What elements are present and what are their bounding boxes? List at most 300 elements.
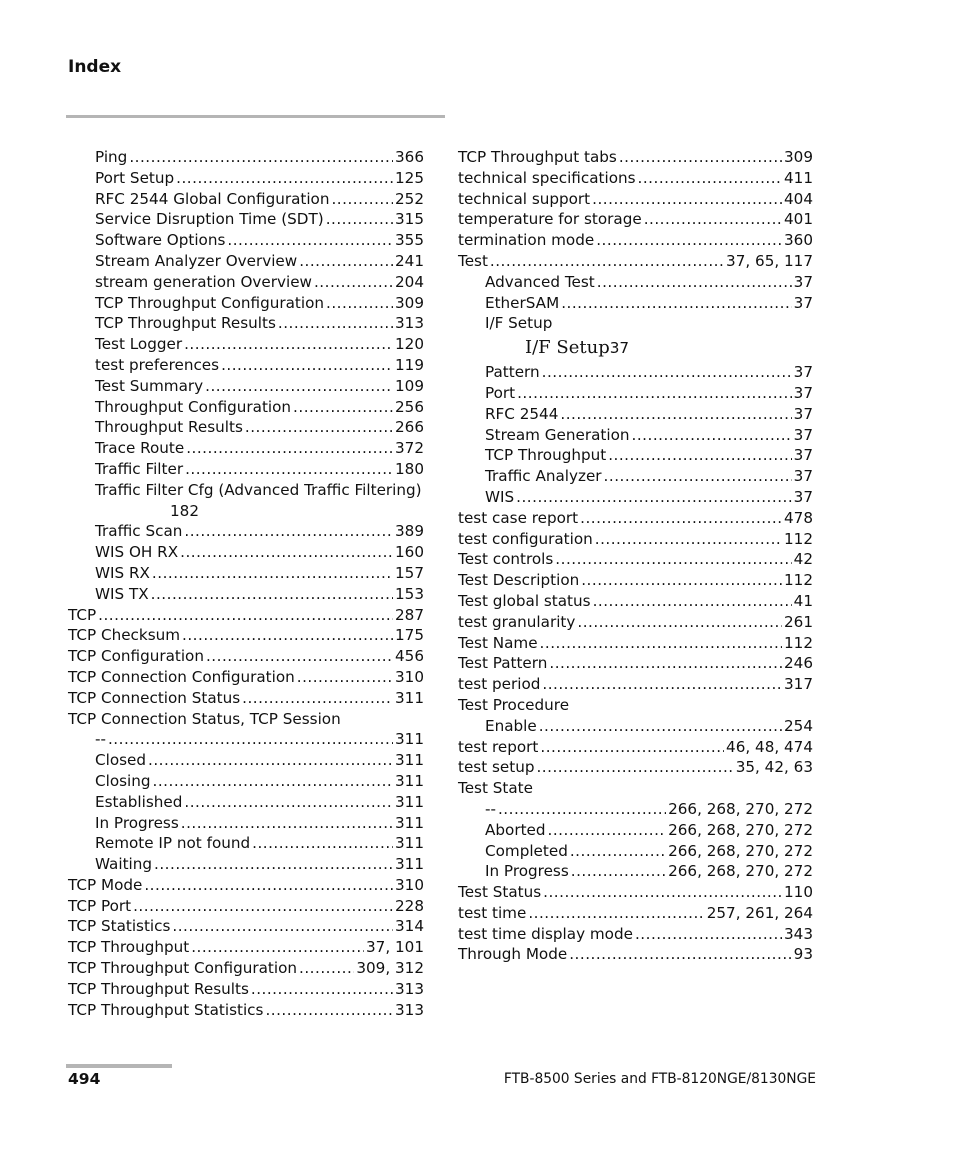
dot-leader (490, 251, 724, 272)
index-pages: 314 (395, 917, 424, 936)
index-entry (68, 896, 424, 917)
index-term: Test Status (458, 883, 542, 902)
dot-leader (596, 230, 782, 251)
index-entry (458, 591, 813, 612)
dot-leader (543, 882, 782, 903)
dot-leader (182, 625, 393, 646)
index-pages: 119 (395, 355, 424, 374)
index-subentry (68, 833, 424, 854)
index-pages: 313 (395, 314, 424, 333)
index-term: WIS (485, 487, 515, 506)
index-term: Port (485, 383, 516, 402)
index-pages: 37 (793, 467, 813, 486)
index-pages: 175 (395, 626, 424, 645)
dot-leader (265, 1000, 393, 1021)
index-pages: 37 (793, 487, 813, 506)
page-title: Index (68, 57, 122, 77)
index-term: Service Disruption Time (SDT) (95, 210, 324, 229)
index-pages: 343 (784, 924, 813, 943)
dot-leader (299, 251, 393, 272)
index-pages: 37, 65, 117 (726, 251, 813, 270)
index-term: test setup (458, 758, 535, 777)
index-entry (458, 147, 813, 168)
index-term: test report (458, 737, 539, 756)
index-pages: 311 (395, 813, 424, 832)
index-pages: 125 (395, 168, 424, 187)
dot-leader (561, 293, 791, 314)
index-term: Test State (458, 779, 533, 798)
index-pages: 311 (395, 688, 424, 707)
index-subentry (458, 841, 813, 862)
index-term: Traffic Filter (95, 459, 184, 478)
dot-leader (242, 688, 393, 709)
index-entry (458, 168, 813, 189)
index-pages: 120 (395, 335, 424, 354)
dot-leader (632, 425, 792, 446)
dot-leader (580, 508, 782, 529)
index-pages: 310 (395, 667, 424, 686)
index-term: WIS TX (95, 584, 149, 603)
index-pages: 37 (793, 446, 813, 465)
index-pages: 401 (784, 210, 813, 229)
index-subentry (68, 397, 424, 418)
index-subentry (68, 168, 424, 189)
index-entry (458, 209, 813, 230)
dot-leader (331, 189, 393, 210)
dot-leader (516, 487, 792, 508)
index-pages: 37 (609, 339, 630, 358)
index-entry (458, 334, 813, 362)
index-entry (68, 605, 424, 626)
dot-leader (245, 417, 393, 438)
index-pages: 37 (793, 363, 813, 382)
dot-leader (133, 896, 393, 917)
index-subentry (458, 861, 813, 882)
index-term: TCP (68, 605, 97, 624)
index-term: RFC 2544 Global Configuration (95, 189, 330, 208)
index-term: test granularity (458, 612, 576, 631)
index-term: Test Procedure (458, 695, 570, 714)
index-pages: 456 (395, 647, 424, 666)
index-entry (458, 612, 813, 633)
index-subentry (68, 521, 424, 542)
dot-leader (152, 563, 393, 584)
index-term: Throughput Results (95, 418, 243, 437)
index-pages: 266 (395, 418, 424, 437)
index-term: Test Logger (95, 335, 183, 354)
index-term: test time (458, 903, 527, 922)
dot-leader (498, 799, 666, 820)
dot-leader (153, 771, 393, 792)
dot-leader (108, 729, 393, 750)
index-term: Test Summary (95, 376, 204, 395)
index-entry (68, 688, 424, 709)
dot-leader (297, 667, 393, 688)
index-term: TCP Statistics (68, 917, 171, 936)
index-term: Through Mode (458, 945, 568, 964)
index-pages: 311 (395, 834, 424, 853)
index-pages: 266, 268, 270, 272 (668, 862, 813, 881)
index-pages: 228 (395, 896, 424, 915)
index-term: -- (485, 799, 496, 818)
dot-leader (593, 591, 792, 612)
index-term: test preferences (95, 355, 220, 374)
dot-leader (595, 529, 782, 550)
index-pages: 37 (793, 425, 813, 444)
index-term: Stream Analyzer Overview (95, 251, 298, 270)
dot-leader (314, 272, 393, 293)
dot-leader (539, 716, 782, 737)
index-subentry (458, 425, 813, 446)
dot-leader (608, 445, 791, 466)
index-subentry (68, 209, 424, 230)
index-subentry (68, 251, 424, 272)
index-entry (458, 778, 813, 799)
index-entry (68, 625, 424, 646)
dot-leader (221, 355, 393, 376)
dot-leader (540, 737, 724, 758)
index-column-right (458, 147, 813, 965)
index-entry (68, 875, 424, 896)
index-subentry (68, 313, 424, 334)
dot-leader (227, 230, 393, 251)
index-subentry (68, 230, 424, 251)
index-term: Stream Generation (485, 425, 630, 444)
index-term: Test Pattern (458, 654, 548, 673)
dot-leader (570, 841, 666, 862)
index-pages: 241 (395, 251, 424, 270)
index-term: Advanced Test (485, 272, 595, 291)
index-pages: 372 (395, 439, 424, 458)
index-pages: 266, 268, 270, 272 (668, 799, 813, 818)
index-entry (458, 653, 813, 674)
index-term: TCP Throughput Statistics (68, 1000, 264, 1019)
index-subentry (458, 799, 813, 820)
index-pages: 389 (395, 522, 424, 541)
index-entry (458, 529, 813, 550)
index-column-left (68, 147, 424, 1020)
page-number: 494 (68, 1070, 101, 1088)
index-entry (68, 916, 424, 937)
index-term: TCP Throughput (485, 446, 607, 465)
index-subentry (68, 334, 424, 355)
index-term: Throughput Configuration (95, 397, 292, 416)
dot-leader (186, 438, 393, 459)
index-term: Traffic Scan (95, 522, 183, 541)
index-term: TCP Throughput Configuration (95, 293, 325, 312)
dot-leader (172, 916, 393, 937)
index-pages: 311 (395, 730, 424, 749)
index-pages: 35, 42, 63 (735, 758, 813, 777)
index-subentry (68, 854, 424, 875)
index-subentry (68, 459, 424, 480)
index-term: Test (458, 251, 488, 270)
index-term: Test Description (458, 571, 580, 590)
dot-leader (635, 924, 782, 945)
index-subentry (68, 792, 424, 813)
dot-leader (560, 404, 791, 425)
dot-leader (184, 792, 393, 813)
index-term: Closed (95, 751, 147, 770)
index-pages: 157 (395, 563, 424, 582)
index-subentry (68, 272, 424, 293)
index-subentry (458, 293, 813, 314)
index-entry (68, 646, 424, 667)
index-pages: 112 (784, 633, 813, 652)
index-pages: 309 (784, 148, 813, 166)
dot-leader (592, 189, 782, 210)
index-pages: 266, 268, 270, 272 (668, 820, 813, 839)
dot-leader (326, 209, 393, 230)
dot-leader (184, 521, 393, 542)
index-entry (458, 251, 813, 272)
index-pages: 180 (395, 459, 424, 478)
dot-leader (571, 861, 666, 882)
index-pages: 112 (784, 571, 813, 590)
dot-leader (278, 313, 393, 334)
index-entry (458, 508, 813, 529)
index-term: Port Setup (95, 168, 175, 187)
index-pages: 311 (395, 792, 424, 811)
index-pages: 266, 268, 270, 272 (668, 841, 813, 860)
index-term: Software Options (95, 231, 226, 250)
index-subentry (68, 563, 424, 584)
index-entry (68, 979, 424, 1000)
index-pages: 182 (170, 501, 199, 520)
index-pages: 37 (793, 404, 813, 423)
index-pages: 93 (793, 945, 813, 964)
index-term: TCP Throughput Configuration (68, 959, 298, 978)
index-subentry (458, 487, 813, 508)
index-term: -- (95, 730, 106, 749)
index-term: test configuration (458, 529, 593, 548)
index-subentry (458, 313, 813, 334)
index-pages: 478 (784, 508, 813, 527)
footer-product: FTB-8500 Series and FTB-8120NGE/8130NGE (503, 1071, 816, 1087)
index-entry (458, 944, 813, 965)
index-pages: 257, 261, 264 (706, 903, 813, 922)
index-entry (458, 189, 813, 210)
dot-leader (180, 542, 393, 563)
index-pages: 311 (395, 855, 424, 874)
index-term: test period (458, 675, 541, 694)
index-term: TCP Mode (68, 875, 143, 894)
index-subentry (68, 189, 424, 210)
index-subentry (458, 820, 813, 841)
index-pages: 41 (793, 591, 813, 610)
dot-leader (185, 459, 393, 480)
dot-leader (581, 570, 782, 591)
index-term: I/F Setup (525, 337, 610, 359)
index-subentry (458, 466, 813, 487)
dot-leader (619, 147, 782, 168)
index-term: TCP Throughput tabs (458, 148, 617, 166)
index-entry (458, 903, 813, 924)
index-subentry (68, 480, 424, 501)
dot-leader (542, 362, 792, 383)
index-pages: 404 (784, 189, 813, 208)
header-divider (66, 115, 445, 118)
dot-leader (181, 813, 393, 834)
dot-leader (252, 833, 393, 854)
index-pages: 309, 312 (356, 959, 424, 978)
index-term: TCP Port (68, 896, 132, 915)
index-term: Remote IP not found (95, 834, 251, 853)
dot-leader (604, 466, 792, 487)
index-pages: 112 (784, 529, 813, 548)
index-term: temperature for storage (458, 210, 642, 229)
index-entry (458, 674, 813, 695)
index-term: TCP Connection Configuration (68, 667, 295, 686)
index-term: In Progress (95, 813, 179, 832)
index-term: termination mode (458, 231, 595, 250)
dot-leader (638, 168, 782, 189)
index-entry (458, 633, 813, 654)
index-term: test time display mode (458, 924, 633, 943)
index-subentry (458, 445, 813, 466)
index-subentry (458, 383, 813, 404)
dot-leader (577, 612, 782, 633)
dot-leader (555, 549, 791, 570)
index-subentry (458, 362, 813, 383)
index-term: RFC 2544 (485, 404, 559, 423)
index-pages: 246 (784, 654, 813, 673)
index-pages: 256 (395, 397, 424, 416)
index-subentry (68, 293, 424, 314)
index-entry (458, 570, 813, 591)
dot-leader (144, 875, 393, 896)
index-entry (458, 230, 813, 251)
index-subentry (68, 729, 424, 750)
index-subentry (68, 750, 424, 771)
index-term: WIS OH RX (95, 543, 179, 562)
dot-leader (299, 958, 354, 979)
index-pages: 355 (395, 231, 424, 250)
index-pages: 311 (395, 771, 424, 790)
index-subentry (68, 147, 424, 168)
index-subentry (68, 771, 424, 792)
index-pages: 37, 101 (366, 938, 424, 957)
index-entry (458, 737, 813, 758)
index-subentry (458, 404, 813, 425)
index-term: test case report (458, 508, 579, 527)
index-pages: 37 (793, 272, 813, 291)
dot-leader (326, 293, 393, 314)
index-entry (68, 667, 424, 688)
dot-leader (597, 272, 792, 293)
index-term: Waiting (95, 855, 153, 874)
index-entry (68, 1000, 424, 1021)
index-term: Aborted (485, 820, 546, 839)
index-entry (458, 924, 813, 945)
dot-leader (644, 209, 782, 230)
index-pages: 310 (395, 875, 424, 894)
index-term: Closing (95, 771, 151, 790)
dot-leader (293, 397, 393, 418)
dot-leader (540, 633, 782, 654)
index-term: TCP Configuration (68, 647, 204, 666)
index-pages: 287 (395, 605, 424, 624)
index-entry (68, 958, 424, 979)
index-pages: 313 (395, 979, 424, 998)
index-term: technical support (458, 189, 591, 208)
index-term: Trace Route (95, 439, 185, 458)
index-subentry (68, 584, 424, 605)
dot-leader (98, 605, 393, 626)
index-pages: 366 (395, 148, 424, 166)
index-subentry (68, 542, 424, 563)
index-term: Established (95, 792, 183, 811)
index-term: Test Name (458, 633, 538, 652)
dot-leader (206, 646, 393, 667)
index-term: Completed (485, 841, 568, 860)
index-entry (458, 757, 813, 778)
dot-leader (542, 674, 782, 695)
index-subentry (68, 355, 424, 376)
index-term: Pattern (485, 363, 540, 382)
dot-leader (251, 979, 393, 1000)
index-pages: 110 (784, 883, 813, 902)
index-subentry (68, 813, 424, 834)
dot-leader (205, 376, 393, 397)
index-subentry (458, 716, 813, 737)
index-term: Enable (485, 716, 537, 735)
dot-leader (148, 750, 393, 771)
index-pages: 160 (395, 543, 424, 562)
index-term: Traffic Analyzer (485, 467, 602, 486)
dot-leader (549, 653, 782, 674)
index-pages: 313 (395, 1000, 424, 1019)
index-term: EtherSAM (485, 293, 560, 312)
index-pages: 254 (784, 716, 813, 735)
footer-divider (66, 1064, 172, 1068)
index-entry (458, 695, 813, 716)
dot-leader (569, 944, 791, 965)
dot-leader (151, 584, 393, 605)
index-pages: 252 (395, 189, 424, 208)
index-pages: 311 (395, 751, 424, 770)
index-term: Ping (95, 148, 128, 166)
index-pages: 315 (395, 210, 424, 229)
index-term: I/F Setup (485, 314, 553, 333)
index-term: In Progress (485, 862, 569, 881)
index-pages: 37 (793, 383, 813, 402)
dot-leader (528, 903, 704, 924)
index-term: TCP Connection Status, TCP Session (68, 709, 341, 728)
dot-leader (176, 168, 393, 189)
index-term: technical specifications (458, 168, 636, 187)
dot-leader (191, 937, 364, 958)
index-term: TCP Checksum (68, 626, 181, 645)
dot-leader (154, 854, 393, 875)
index-term: Traffic Filter Cfg (Advanced Traffic Filtering) (95, 480, 422, 499)
index-pages: 411 (784, 168, 813, 187)
index-entry (458, 549, 813, 570)
index-pages: 309 (395, 293, 424, 312)
index-term: TCP Throughput (68, 938, 190, 957)
index-pages: 42 (793, 550, 813, 569)
index-term: Test global status (458, 591, 591, 610)
index-pages: 204 (395, 272, 424, 291)
index-pages: 46, 48, 474 (726, 737, 813, 756)
dot-leader (536, 757, 733, 778)
index-pages: 360 (784, 231, 813, 250)
index-pages: 109 (395, 376, 424, 395)
dot-leader (548, 820, 667, 841)
index-pages: 37 (793, 293, 813, 312)
index-subentry (458, 272, 813, 293)
index-term: WIS RX (95, 563, 150, 582)
